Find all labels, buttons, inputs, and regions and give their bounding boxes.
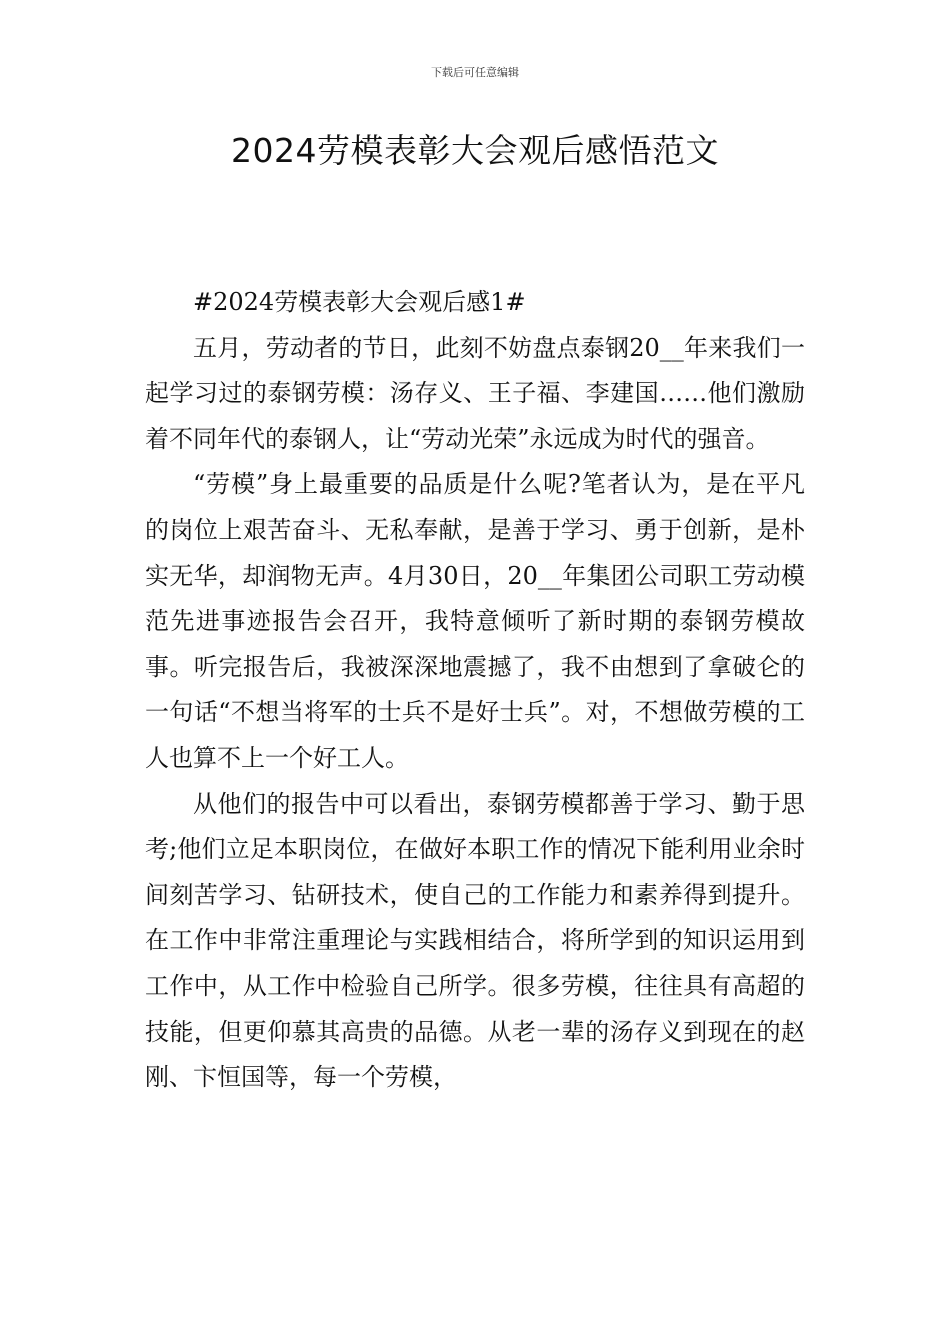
body-paragraph-3: 从他们的报告中可以看出，泰钢劳模都善于学习、勤于思考;他们立足本职岗位，在做好本职工作的情况下能利用业余时间刻苦学习、钻研技术，使自己的工作能力和素养得到提升。在工作中非常注重理论与实践相结合，将所学到的知识运用到工作中，从工作中检验自己所学。很多劳模，往往具有高超的技能，但更仰慕其高贵的品德。从老一辈的汤存义到现在的赵刚、卞恒国等，每一个劳模， <box>145 789 805 1092</box>
body-paragraph-1: 五月，劳动者的节日，此刻不妨盘点泰钢20__年来我们一起学习过的泰钢劳模：汤存义、王子福、李建国……他们激励着不同年代的泰钢人，让“劳动光荣”永远成为时代的强音。 <box>145 333 805 453</box>
document-title: 2024劳模表彰大会观后感悟范文 <box>231 131 719 170</box>
body-paragraph-2: “劳模”身上最重要的品质是什么呢?笔者认为，是在平凡的岗位上艰苦奋斗、无私奉献，是善于学习、勇于创新，是朴实无华，却润物无声。4月30日，20__年集团公司职工劳动模范先进事迹报告会召开，我特意倾听了新时期的泰钢劳模故事。听完报告后，我被深深地震撼了，我不由想到了拿破仑的一句话“不想当将军的士兵不是好士兵”。对，不想做劳模的工人也算不上一个好工人。 <box>145 470 805 772</box>
section-heading: #2024劳模表彰大会观后感1# <box>193 288 526 316</box>
page-header-note: 下载后可任意编辑 <box>431 66 519 79</box>
document-body <box>145 280 805 1101</box>
